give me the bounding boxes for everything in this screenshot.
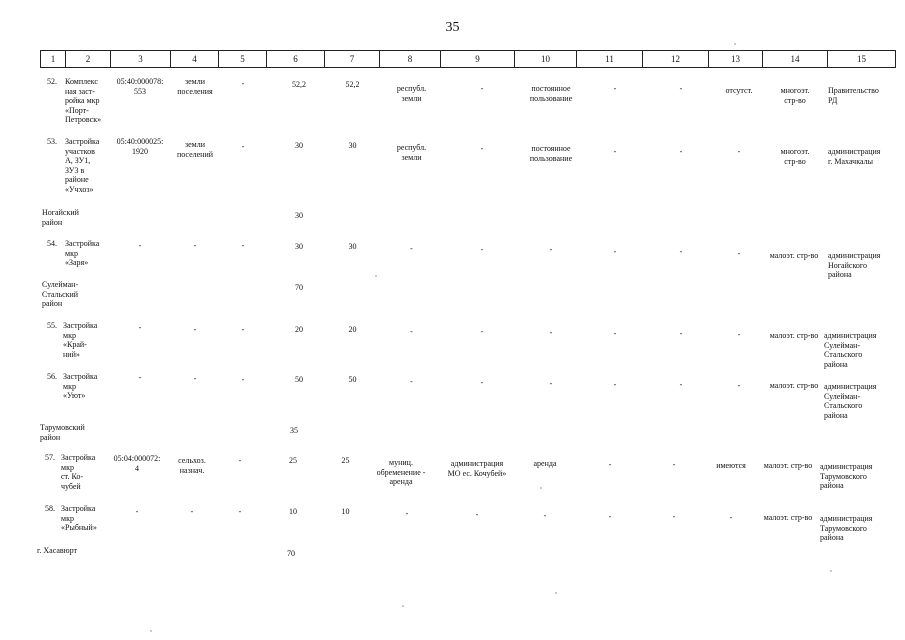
- scan-speck: [150, 630, 152, 632]
- responsible-body: администрация Тарумовского района: [820, 514, 873, 542]
- column-9-value: -: [480, 378, 484, 387]
- scan-speck: [402, 605, 404, 607]
- row-number: 52.: [47, 77, 57, 86]
- encumbrance: имеются: [716, 461, 746, 470]
- column-9-value: -: [480, 245, 484, 254]
- column-header-8: 8: [380, 51, 441, 67]
- construction-type: малоэт. стр-во: [763, 461, 813, 470]
- column-header-11: 11: [577, 51, 643, 67]
- column-5-value: -: [241, 241, 245, 250]
- column-9-value: -: [480, 84, 484, 93]
- column-header-1: 1: [41, 51, 66, 67]
- column-header-5: 5: [219, 51, 267, 67]
- land-category: сельхоз. назнач.: [178, 456, 206, 475]
- group-label-nogaysky: Ногайский район: [42, 208, 79, 227]
- column-header-4: 4: [171, 51, 219, 67]
- column-11-value: -: [613, 329, 617, 338]
- land-category: -: [193, 325, 197, 334]
- group-total-tarumovsky: 35: [290, 426, 298, 435]
- land-ownership: -: [410, 327, 413, 336]
- table-header: [40, 50, 896, 68]
- area-value-2: 50: [348, 375, 357, 384]
- column-header-14: 14: [763, 51, 828, 67]
- encumbrance: -: [729, 513, 733, 522]
- encumbrance: -: [737, 147, 741, 156]
- cadastral-number: -: [138, 323, 142, 332]
- land-ownership: -: [405, 509, 409, 518]
- column-header-3: 3: [111, 51, 171, 67]
- encumbrance: -: [737, 249, 741, 258]
- encumbrance: -: [737, 330, 741, 339]
- column-header-2: 2: [66, 51, 111, 67]
- scan-speck: [375, 275, 377, 277]
- encumbrance: -: [737, 381, 741, 390]
- column-9-value: -: [480, 327, 484, 336]
- column-5-value: -: [238, 507, 242, 516]
- column-header-9: 9: [441, 51, 515, 67]
- cadastral-number: -: [135, 507, 139, 516]
- object-name: Застройка мкр ст. Ко- чубей: [61, 453, 96, 491]
- area-value: 10: [289, 507, 297, 516]
- column-11-value: -: [608, 460, 612, 469]
- group-total-khasavyurt: 70: [287, 549, 295, 558]
- object-name: Застройка мкр «Заря»: [65, 239, 100, 267]
- encumbrance: отсутст.: [725, 86, 753, 95]
- group-total-nogaysky: 30: [295, 211, 303, 220]
- use-type: -: [543, 511, 547, 520]
- land-category: -: [193, 241, 197, 250]
- object-name: Застройка мкр «Уют»: [63, 372, 98, 400]
- column-11-value: -: [613, 84, 617, 93]
- column-header-12: 12: [643, 51, 709, 67]
- land-category: земли поселения: [177, 77, 213, 96]
- area-value: 20: [295, 325, 303, 334]
- responsible-body: администрация Тарумовского района: [820, 462, 873, 490]
- construction-type: малоэт. стр-во: [763, 513, 813, 522]
- column-5-value: -: [241, 142, 245, 151]
- row-number: 53.: [47, 137, 57, 146]
- land-category: земли поселений: [176, 140, 214, 159]
- responsible-body: администрация Ногайского района: [828, 251, 881, 279]
- row-number: 57.: [45, 453, 55, 462]
- responsible-body: Правительство РД: [828, 86, 879, 105]
- cadastral-number: -: [138, 373, 142, 382]
- column-5-value: -: [241, 79, 245, 88]
- column-11-value: -: [613, 380, 617, 389]
- area-value: 30: [295, 242, 303, 251]
- column-header-6: 6: [267, 51, 325, 67]
- column-12-value: -: [679, 247, 683, 256]
- scan-speck: [830, 570, 832, 572]
- column-11-value: -: [613, 147, 617, 156]
- row-number: 54.: [47, 239, 57, 248]
- area-value-2: 20: [348, 325, 357, 334]
- use-type: -: [549, 379, 553, 388]
- use-type: постоянное пользование: [529, 144, 573, 163]
- area-value-2: 10: [341, 507, 350, 516]
- area-value: 50: [295, 375, 303, 384]
- row-number: 58.: [45, 504, 55, 513]
- area-value: 52,2: [292, 80, 306, 89]
- use-type: -: [549, 245, 553, 254]
- land-ownership: муниц. обременение - аренда: [376, 458, 426, 486]
- column-11-value: -: [613, 247, 617, 256]
- area-value-2: 30: [348, 141, 357, 150]
- row-number: 56.: [47, 372, 57, 381]
- land-ownership: -: [410, 377, 413, 386]
- group-label-khasavyurt: г. Хасавюрт: [37, 546, 78, 555]
- construction-type: малоэт. стр-во: [769, 331, 819, 340]
- use-type: -: [549, 328, 553, 337]
- column-header-13: 13: [709, 51, 763, 67]
- land-ownership: республ. земли: [396, 84, 427, 103]
- area-value-2: 30: [348, 242, 357, 251]
- cadastral-number: 05:40:000078: 553: [116, 77, 164, 96]
- column-12-value: -: [679, 147, 683, 156]
- group-label-suleyman: Сулейман- Стальский район: [42, 280, 79, 308]
- object-name: Комплекс ная заст- ройка мкр «Порт- Петровск»: [65, 77, 102, 124]
- area-value-2: 25: [341, 456, 350, 465]
- object-name: Застройка участков А, ЗУ1, ЗУ3 в районе «Учхоз»: [65, 137, 100, 194]
- column-9-value: -: [480, 144, 484, 153]
- cadastral-number: 05:04:000072: 4: [113, 454, 161, 473]
- land-category: -: [193, 374, 197, 383]
- construction-type: малоэт. стр-во: [769, 381, 819, 390]
- scan-speck: [734, 43, 736, 45]
- page-number: 35: [445, 20, 460, 35]
- column-12-value: -: [672, 460, 676, 469]
- land-ownership: -: [410, 244, 413, 253]
- lessee: администрация МО ес. Кочубей»: [447, 459, 507, 478]
- column-12-value: -: [672, 512, 676, 521]
- column-5-value: -: [238, 456, 242, 465]
- column-header-10: 10: [515, 51, 577, 67]
- responsible-body: администрация Сулейман- Стальского района: [824, 331, 877, 369]
- column-header-15: 15: [857, 54, 866, 64]
- use-type: постоянное пользование: [529, 84, 573, 103]
- scan-speck: [540, 487, 542, 489]
- column-5-value: -: [241, 375, 245, 384]
- object-name: Застройка мкр «Край- ний»: [63, 321, 98, 359]
- responsible-body: администрация Сулейман- Стальского района: [824, 382, 877, 420]
- column-9-value: -: [475, 510, 479, 519]
- area-value: 30: [295, 141, 303, 150]
- column-12-value: -: [679, 84, 683, 93]
- area-value: 25: [289, 456, 297, 465]
- area-value-2: 52,2: [345, 80, 360, 89]
- group-total-suleyman: 70: [295, 283, 303, 292]
- responsible-body: администрация г. Махачкалы: [828, 147, 881, 166]
- object-name: Застройка мкр «Рыбный»: [61, 504, 97, 532]
- land-category: -: [190, 507, 194, 516]
- construction-type: малоэт. стр-во: [769, 251, 819, 260]
- use-type: аренда: [533, 459, 557, 468]
- column-header-7: 7: [325, 51, 380, 67]
- column-5-value: -: [241, 325, 245, 334]
- cadastral-number: 05:40:000025: 1920: [116, 137, 164, 156]
- group-label-tarumovsky: Тарумовский район: [40, 423, 85, 442]
- scan-speck: [555, 592, 557, 594]
- construction-type: многоэт. стр-во: [780, 86, 810, 105]
- land-ownership: республ. земли: [396, 143, 427, 162]
- column-11-value: -: [608, 512, 612, 521]
- construction-type: многоэт. стр-во: [780, 147, 810, 166]
- row-number: 55.: [47, 321, 57, 330]
- column-12-value: -: [679, 380, 683, 389]
- cadastral-number: -: [138, 241, 142, 250]
- column-12-value: -: [679, 329, 683, 338]
